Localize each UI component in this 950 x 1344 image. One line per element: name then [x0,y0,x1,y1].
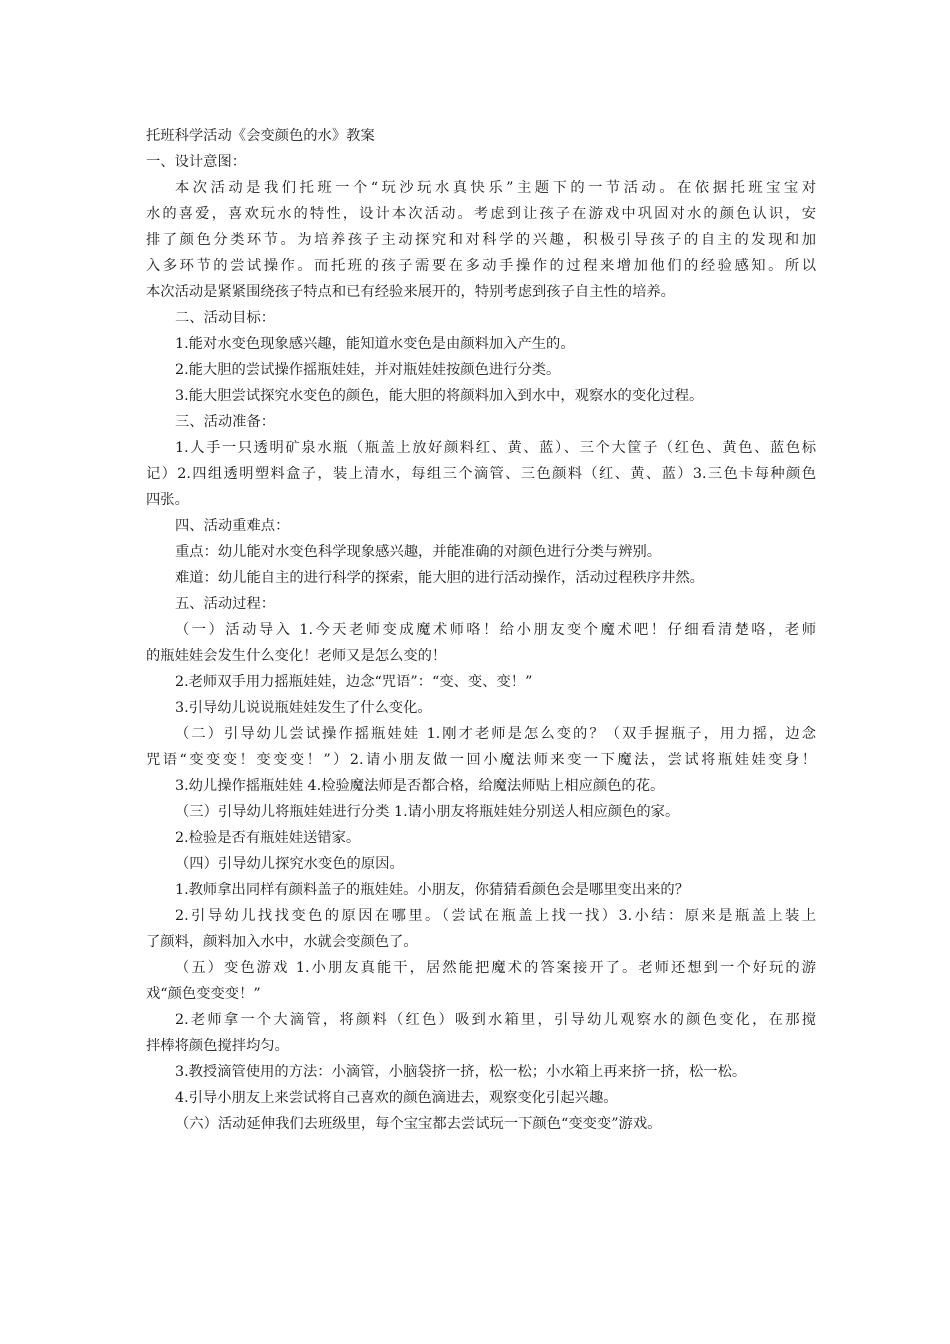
process-line: 咒语“变变变！变变变！”）2.请小朋友做一回小魔法师来变一下魔法，尝试将瓶娃娃变身！ [146,752,816,768]
section-heading-preparation: 三、活动准备： [175,414,276,430]
goal-item: 2.能大胆的尝试操作摇瓶娃娃，并对瓶娃娃按颜色进行分类。 [175,362,561,378]
document-page [146,123,816,1137]
process-line: （一）活动导入 1.今天老师变成魔术师咯！给小朋友变个魔术吧！仔细看清楚咯，老师 [175,622,816,638]
process-line: （六）活动延伸我们去班级里，每个宝宝都去尝试玩一下颜色“变变变”游戏。 [175,1116,662,1132]
document-title: 托班科学活动《会变颜色的水》教案 [146,128,375,144]
process-line: 戏“颜色变变变！” [146,986,261,1002]
section-heading-goals: 二、活动目标： [175,310,276,326]
process-line: 3.幼儿操作摇瓶娃娃 4.检验魔法师是否都合格，给魔法师贴上相应颜色的花。 [175,778,665,794]
prep-line: 记）2.四组透明塑料盒子，装上清水，每组三个滴管、三色颜料（红、黄、蓝）3.三色卡每种颜色 [146,466,816,482]
section-heading-design-intent: 一、设计意图： [146,154,247,170]
difficulty-point: 难道：幼儿能自主的进行科学的探索，能大胆的进行活动操作，活动过程秩序井然。 [175,570,704,586]
process-line: 了颜料，颜料加入水中，水就会变颜色了。 [146,934,418,950]
intent-paragraph-line: 水的喜爱，喜欢玩水的特性，设计本次活动。考虑到让孩子在游戏中巩固对水的颜色认识，安 [146,206,816,222]
process-line: （二）引导幼儿尝试操作摇瓶娃娃 1.刚才老师是怎么变的？（双手握瓶子，用力摇，边念 [175,726,816,742]
prep-line: 四张。 [146,492,189,508]
process-line: 2.老师双手用力摇瓶娃娃，边念“咒语”：“变、变、变！” [175,674,533,690]
process-line: （四）引导幼儿探究水变色的原因。 [175,856,404,872]
process-line: （三）引导幼儿将瓶娃娃进行分类 1.请小朋友将瓶娃娃分别送人相应颜色的家。 [175,804,680,820]
prep-line: 1.人手一只透明矿泉水瓶（瓶盖上放好颜料红、黄、蓝）、三个大筐子（红色、黄色、蓝色标 [175,440,816,456]
section-heading-key-points: 四、活动重难点： [175,518,290,534]
intent-paragraph-line: 本次活动是我们托班一个“玩沙玩水真快乐”主题下的一节活动。在依据托班宝宝对 [175,180,816,196]
process-line: 1.教师拿出同样有颜料盖子的瓶娃娃。小朋友，你猜猜看颜色会是哪里变出来的？ [175,882,690,898]
process-line: 拌棒将颜色搅拌均匀。 [146,1038,289,1054]
intent-paragraph-line: 入多环节的尝试操作。而托班的孩子需要在多动手操作的过程来增加他们的经验感知。所以 [146,258,816,274]
process-line: （五）变色游戏 1.小朋友真能干，居然能把魔术的答案接开了。老师还想到一个好玩的游 [175,960,816,976]
goal-item: 3.能大胆尝试探究水变色的颜色，能大胆的将颜料加入到水中，观察水的变化过程。 [175,388,704,404]
process-line: 3.引导幼儿说说瓶娃娃发生了什么变化。 [175,700,432,716]
key-point: 重点：幼儿能对水变色科学现象感兴趣，并能准确的对颜色进行分类与辨别。 [175,544,662,560]
intent-paragraph-line: 排了颜色分类环节。为培养孩子主动探究和对科学的兴趣，积极引导孩子的自主的发现和加 [146,232,816,248]
section-heading-process: 五、活动过程： [175,596,276,612]
process-line: 2.引导幼儿找找变色的原因在哪里。（尝试在瓶盖上找一找）3.小结：原来是瓶盖上装上 [175,908,816,924]
process-line: 2.老师拿一个大滴管，将颜料（红色）吸到水箱里，引导幼儿观察水的颜色变化，在那搅 [175,1012,816,1028]
process-line: 2.检验是否有瓶娃娃送错家。 [175,830,361,846]
intent-paragraph-line: 本次活动是紧紧围绕孩子特点和已有经验来展开的，特别考虑到孩子自主性的培养。 [146,284,675,300]
process-line: 3.教授滴管使用的方法：小滴管，小脑袋挤一挤，松一松；小水箱上再来挤一挤，松一松。 [175,1064,747,1080]
process-line: 4.引导小朋友上来尝试将自己喜欢的颜色滴进去，观察变化引起兴趣。 [175,1090,618,1106]
goal-item: 1.能对水变色现象感兴趣，能知道水变色是由颜料加入产生的。 [175,336,575,352]
process-line: 的瓶娃娃会发生什么变化！老师又是怎么变的！ [146,648,447,664]
